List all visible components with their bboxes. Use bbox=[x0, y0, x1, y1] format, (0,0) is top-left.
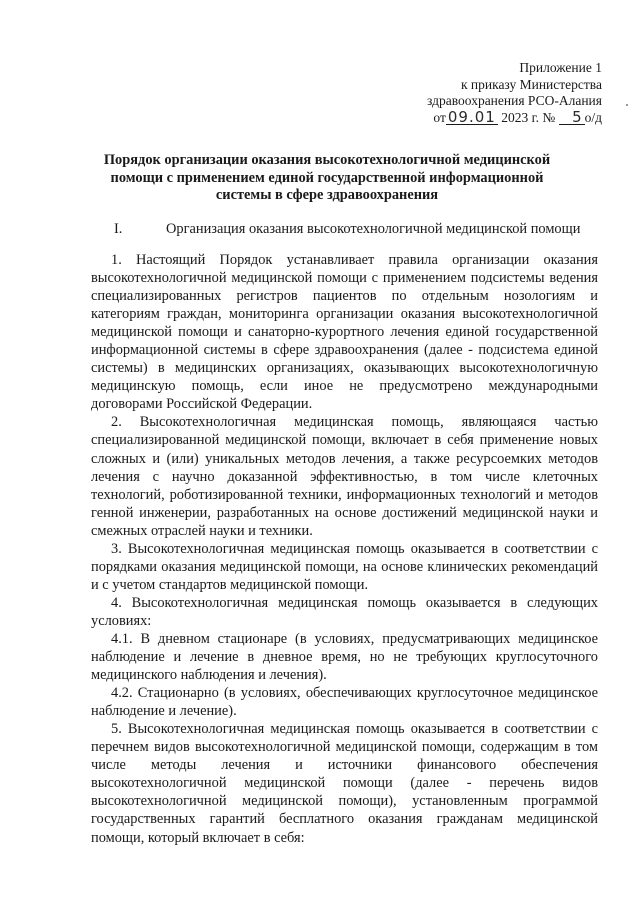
paragraph-4-1: 4.1. В дневном стационаре (в условиях, предусматривающих медицинское наблюдение и лечение в дневное время, но не требующих круглосуточного медицинского наблюдения и лечения). bbox=[91, 630, 598, 684]
appendix-line-1: Приложение 1 bbox=[519, 60, 602, 75]
date-suffix: 2023 г. № bbox=[501, 109, 556, 125]
handwritten-number: 5 bbox=[559, 110, 585, 125]
section-title: Организация оказания высокотехнологичной медицинской помощи bbox=[166, 221, 581, 237]
handwritten-date: 09.01 bbox=[447, 107, 496, 126]
appendix-date-line bbox=[427, 107, 602, 127]
paragraph-4-2: 4.2. Стационарно (в условиях, обеспечивающих круглосуточное медицинское наблюдение и лечение). bbox=[91, 685, 598, 720]
paragraph-2: 2. Высокотехнологичная медицинская помощь, являющаяся частью специализированной медицинской помощи, включает в себя применение новых сложных и (или) уникальных методов лечения, а также ресурсоемких методов лечения с научно доказанной эффективностью, в том числе клеточных технологий, роботизированной техники, информационных технологий и методов генной инженерии, разработанных на основе достижений медицинской науки и смежных отраслей науки и техники. bbox=[91, 414, 598, 539]
section-heading bbox=[114, 221, 580, 238]
paragraph-5: 5. Высокотехнологичная медицинская помощь оказывается в соответствии с перечнем видов высокотехнологичной медицинской помощи, содержащим в том числе методы лечения и источники финансового обеспечения высокотехнологичной медицинской помощи (далее - перечень видов высокотехнологичной медицинской помощи), установленным программой государственных гарантий бесплатного оказания гражданам медицинской помощи, который включает в себя: bbox=[91, 721, 598, 846]
paragraph-4: 4. Высокотехнологичная медицинская помощь оказывается в следующих условиях: bbox=[91, 594, 598, 629]
title-line-3: системы в сфере здравоохранения bbox=[215, 187, 439, 203]
date-prefix: от bbox=[433, 109, 446, 125]
appendix-line-3: здравоохранения РСО-Алания bbox=[427, 93, 602, 108]
appendix-header bbox=[427, 60, 602, 126]
scan-speck bbox=[626, 104, 628, 106]
title-line-2: помощи с применением единой государственной информационной bbox=[110, 169, 544, 186]
appendix-line-2: к приказу Министерства bbox=[460, 76, 602, 92]
document-title bbox=[92, 152, 562, 205]
number-suffix: о/д bbox=[584, 109, 602, 125]
title-line-1: Порядок организации оказания высокотехнологичной медицинской bbox=[103, 152, 551, 168]
paragraph-3: 3. Высокотехнологичная медицинская помощь оказывается в соответствии с порядками оказания медицинской помощи, на основе клинических рекомендаций и с учетом стандартов медицинской помощи. bbox=[91, 540, 598, 593]
document-body bbox=[91, 251, 598, 847]
section-number: I. bbox=[114, 221, 123, 237]
paragraph-1: 1. Настоящий Порядок устанавливает правила организации оказания высокотехнологичной медицинской помощи с применением подсистемы ведения специализированных регистров пациентов по отдельным нозологиям и категориям граждан, мониторинга организации оказания высокотехнологичной медицинской помощи и санаторно-курортного лечения единой государственной информационной системы в сфере здравоохранения (далее - подсистема единой системы) в медицинских организациях, оказывающих высокотехнологичную медицинскую помощь, если иное не предусмотрено международными договорами Российской Федерации. bbox=[91, 252, 598, 413]
